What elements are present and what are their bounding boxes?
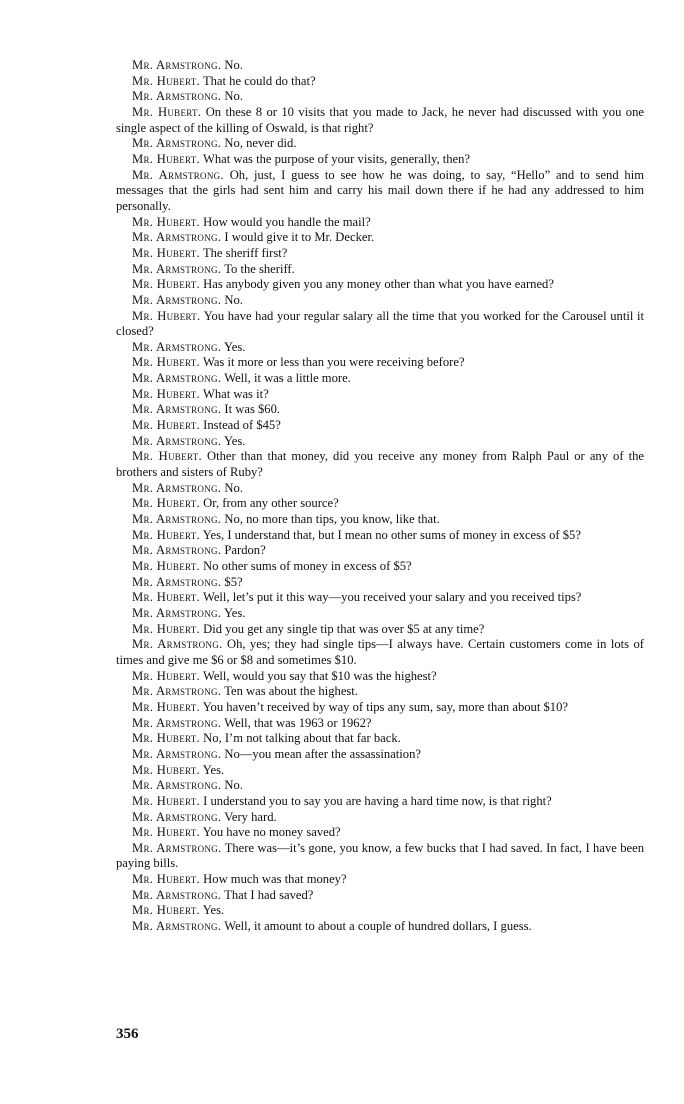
transcript-entry	[116, 528, 644, 544]
speaker-name: Mr. Armstrong.	[132, 402, 222, 417]
transcript-entry	[116, 637, 644, 668]
speaker-name: Mr. Armstrong.	[132, 778, 222, 793]
speech-text: Instead of $45?	[203, 418, 281, 433]
transcript-entry	[116, 262, 644, 278]
speech-text: No.	[224, 292, 243, 307]
transcript-entry	[116, 152, 644, 168]
speech-text: The sheriff first?	[202, 245, 288, 260]
speaker-name: Mr. Hubert.	[132, 762, 201, 777]
transcript-entry	[116, 230, 644, 246]
speech-text: What was it?	[202, 386, 269, 401]
transcript-entry	[116, 590, 644, 606]
speech-text: No—you mean after the assassination?	[224, 746, 421, 761]
speech-text: That he could do that?	[202, 73, 316, 88]
speaker-name: Mr. Armstrong.	[132, 512, 222, 527]
speech-text: Ten was about the highest.	[224, 684, 358, 699]
transcript-entry	[116, 246, 644, 262]
speech-text: Well, would you say that $10 was the highest?	[202, 668, 437, 683]
speaker-name: Mr. Hubert.	[132, 386, 201, 401]
speaker-name: Mr. Hubert.	[132, 355, 201, 370]
transcript-entry	[116, 543, 644, 559]
speech-text: Very hard.	[224, 809, 277, 824]
speech-text: Well, it amount to about a couple of hundred dollars, I guess.	[224, 919, 532, 934]
transcript-entry	[116, 747, 644, 763]
speech-text: I understand you to say you are having a hard time now, is that right?	[203, 793, 552, 808]
speech-text: Yes, I understand that, but I mean no other sums of money in excess of $5?	[202, 527, 581, 542]
transcript-entry	[116, 763, 644, 779]
speaker-name: Mr. Hubert.	[132, 559, 201, 573]
transcript-entry	[116, 559, 644, 575]
speech-text: It was $60.	[224, 402, 281, 417]
speaker-name: Mr. Hubert.	[132, 731, 201, 746]
speech-text: To the sheriff.	[224, 261, 295, 276]
speech-text: Oh, yes; they had single tips—I always have. Certain customers come in lots of times and give me $6 or $8 and sometimes $10.	[116, 637, 644, 667]
speech-text: No.	[224, 58, 243, 72]
speech-text: Was it more or less than you were receiving before?	[202, 355, 465, 370]
speaker-name: Mr. Hubert.	[132, 903, 201, 918]
transcript-entry	[116, 402, 644, 418]
transcript-entry	[116, 731, 644, 747]
speaker-name: Mr. Armstrong.	[132, 605, 222, 620]
speech-text: I would give it to Mr. Decker.	[224, 230, 375, 245]
speaker-name: Mr. Armstrong.	[132, 887, 222, 902]
speaker-name: Mr. Hubert.	[132, 825, 201, 840]
transcript-entry	[116, 700, 644, 716]
speech-text: Or, from any other source?	[203, 496, 339, 511]
speech-text: No, never did.	[224, 136, 297, 151]
transcript-entry	[116, 888, 644, 904]
speaker-name: Mr. Hubert.	[132, 793, 201, 808]
speaker-name: Mr. Hubert.	[132, 668, 201, 683]
transcript-entry	[116, 277, 644, 293]
transcript-body	[116, 58, 644, 935]
speech-text: Other than that money, did you receive any money from Ralph Paul or any of the brothers and sisters of Ruby?	[116, 449, 644, 480]
speech-text: On these 8 or 10 visits that you made to Jack, he never had discussed with you one single aspect of the killing of Oswald, is that right?	[116, 104, 644, 135]
speaker-name: Mr. Armstrong.	[132, 136, 222, 151]
speech-text: You haven’t received by way of tips any sum, say, more than about $10?	[202, 699, 568, 714]
transcript-entry	[116, 919, 644, 935]
speech-text: How would you handle the mail?	[203, 214, 371, 229]
speech-text: No, I’m not talking about that far back.	[203, 731, 401, 746]
speaker-name: Mr. Hubert.	[132, 418, 201, 433]
transcript-entry	[116, 825, 644, 841]
speaker-name: Mr. Armstrong.	[132, 919, 222, 934]
transcript-entry	[116, 136, 644, 152]
transcript-entry	[116, 434, 644, 450]
speech-text: No.	[224, 480, 243, 495]
transcript-entry	[116, 340, 644, 356]
speaker-name: Mr. Armstrong.	[132, 371, 222, 386]
speech-text: Well, it was a little more.	[224, 371, 351, 386]
speech-text: No.	[224, 89, 243, 104]
speaker-name: Mr. Hubert.	[132, 590, 201, 605]
transcript-entry	[116, 105, 644, 136]
speech-text: Yes.	[223, 339, 246, 354]
speech-text: No.	[224, 778, 243, 793]
transcript-entry	[116, 355, 644, 371]
transcript-entry	[116, 512, 644, 528]
speaker-name: Mr. Armstrong.	[132, 167, 224, 182]
speech-text: You have no money saved?	[202, 825, 341, 840]
speaker-name: Mr. Armstrong.	[132, 480, 222, 495]
transcript-entry	[116, 716, 644, 732]
speaker-name: Mr. Armstrong.	[132, 292, 222, 307]
transcript-entry	[116, 778, 644, 794]
speech-text: Yes.	[223, 605, 246, 620]
speech-text: Pardon?	[224, 543, 266, 558]
speaker-name: Mr. Armstrong.	[132, 746, 222, 761]
speaker-name: Mr. Hubert.	[132, 449, 202, 464]
speech-text: $5?	[224, 574, 243, 589]
speaker-name: Mr. Hubert.	[132, 245, 201, 260]
transcript-entry	[116, 58, 644, 74]
speaker-name: Mr. Armstrong.	[132, 261, 222, 276]
speaker-name: Mr. Armstrong.	[132, 89, 222, 104]
transcript-entry	[116, 309, 644, 340]
transcript-entry	[116, 903, 644, 919]
speech-text: What was the purpose of your visits, generally, then?	[202, 151, 471, 166]
speaker-name: Mr. Hubert.	[132, 699, 201, 714]
speaker-name: Mr. Hubert.	[132, 527, 201, 542]
transcript-entry	[116, 481, 644, 497]
transcript-entry	[116, 74, 644, 90]
transcript-entry	[116, 810, 644, 826]
speech-text: No other sums of money in excess of $5?	[203, 559, 412, 573]
speaker-name: Mr. Armstrong.	[132, 637, 223, 652]
speech-text: That I had saved?	[224, 887, 314, 902]
speech-text: Well, let’s put it this way—you received your salary and you received tips?	[202, 590, 582, 605]
transcript-entry	[116, 622, 644, 638]
speaker-name: Mr. Armstrong.	[132, 684, 222, 699]
speech-text: Yes.	[202, 903, 225, 918]
transcript-entry	[116, 669, 644, 685]
transcript-entry	[116, 387, 644, 403]
speech-text: No, no more than tips, you know, like that.	[224, 512, 440, 527]
speaker-name: Mr. Hubert.	[132, 496, 201, 511]
speech-text: Yes.	[202, 762, 225, 777]
speech-text: You have had your regular salary all the time that you worked for the Carousel until it closed?	[116, 308, 644, 339]
speaker-name: Mr. Hubert.	[132, 151, 201, 166]
speaker-name: Mr. Armstrong.	[132, 715, 222, 730]
speech-text: How much was that money?	[203, 872, 347, 887]
transcript-entry	[116, 606, 644, 622]
speaker-name: Mr. Armstrong.	[132, 230, 222, 245]
transcript-entry	[116, 293, 644, 309]
transcript-entry	[116, 168, 644, 215]
transcript-entry	[116, 794, 644, 810]
transcript-entry	[116, 575, 644, 591]
speaker-name: Mr. Hubert.	[132, 104, 202, 119]
transcript-entry	[116, 449, 644, 480]
speaker-name: Mr. Armstrong.	[132, 809, 222, 824]
speaker-name: Mr. Hubert.	[132, 73, 201, 88]
transcript-entry	[116, 841, 644, 872]
speaker-name: Mr. Hubert.	[132, 621, 201, 636]
speaker-name: Mr. Armstrong.	[132, 339, 222, 354]
transcript-entry	[116, 872, 644, 888]
speaker-name: Mr. Hubert.	[132, 214, 201, 229]
transcript-entry	[116, 684, 644, 700]
speaker-name: Mr. Hubert.	[132, 872, 201, 887]
speech-text: Oh, just, I guess to see how he was doing, to say, “Hello” and to send him messages that the girls had sent him and carry his mail down there if he had any addressed to him personally.	[116, 167, 644, 213]
speaker-name: Mr. Hubert.	[132, 277, 201, 292]
transcript-entry	[116, 371, 644, 387]
speaker-name: Mr. Armstrong.	[132, 58, 222, 72]
transcript-entry	[116, 496, 644, 512]
speech-text: Has anybody given you any money other than what you have earned?	[203, 277, 554, 292]
speaker-name: Mr. Armstrong.	[132, 574, 222, 589]
transcript-entry	[116, 418, 644, 434]
speaker-name: Mr. Armstrong.	[132, 543, 222, 558]
speaker-name: Mr. Armstrong.	[132, 433, 222, 448]
speech-text: Yes.	[223, 433, 246, 448]
transcript-entry	[116, 89, 644, 105]
speech-text: Did you get any single tip that was over $5 at any time?	[203, 621, 485, 636]
speech-text: There was—it’s gone, you know, a few bucks that I had saved. In fact, I have been paying bills.	[116, 840, 644, 871]
speaker-name: Mr. Armstrong.	[132, 840, 222, 855]
transcript-entry	[116, 215, 644, 231]
speech-text: Well, that was 1963 or 1962?	[224, 715, 372, 730]
speaker-name: Mr. Hubert.	[132, 308, 201, 323]
page-number: 356	[116, 1026, 139, 1042]
